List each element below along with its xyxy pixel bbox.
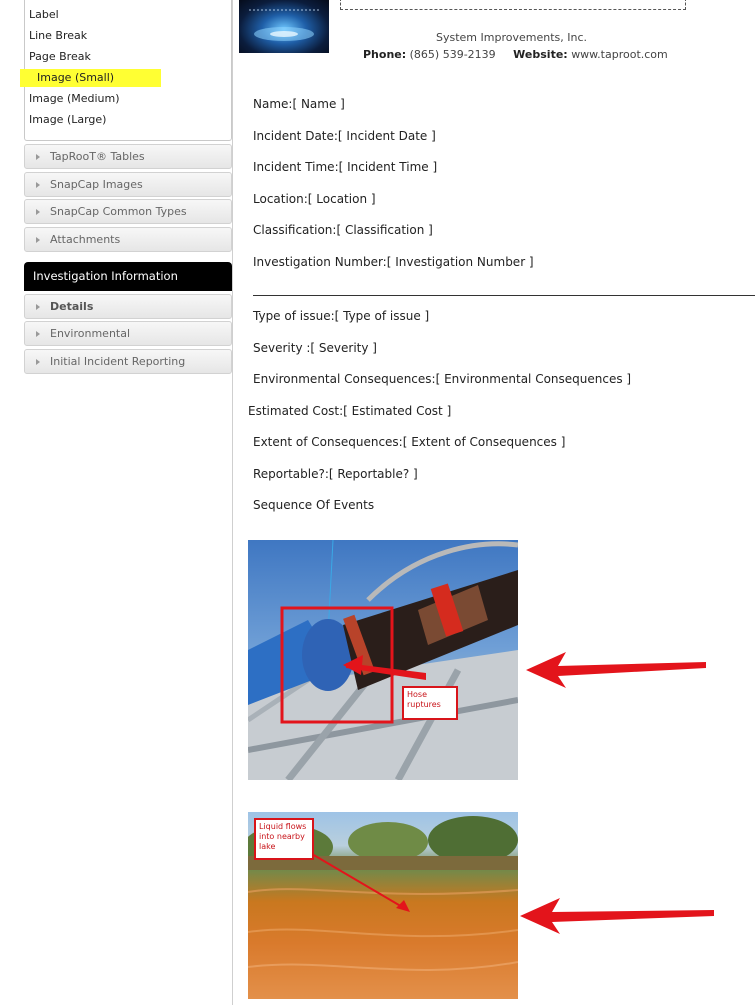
field-estimated-cost[interactable]: Estimated Cost:[ Estimated Cost ] — [248, 404, 452, 418]
group-snapcap-images[interactable] — [24, 172, 232, 197]
phone-number: (865) 539-2139 — [409, 48, 496, 61]
group-label: Environmental — [50, 327, 131, 340]
website-url: www.taproot.com — [571, 48, 668, 61]
incident-photo-hose[interactable] — [248, 540, 518, 780]
field-incident-date[interactable]: Incident Date:[ Incident Date ] — [253, 129, 436, 143]
group-details[interactable] — [24, 294, 232, 319]
group-label: SnapCap Common Types — [50, 205, 187, 218]
report-canvas — [234, 0, 755, 1005]
group-attachments[interactable] — [24, 227, 232, 252]
field-item-label[interactable]: Label — [29, 8, 59, 21]
group-label: Details — [50, 300, 94, 313]
field-incident-time[interactable]: Incident Time:[ Incident Time ] — [253, 160, 438, 174]
group-label: Attachments — [50, 233, 121, 246]
field-severity[interactable]: Severity :[ Severity ] — [253, 341, 377, 355]
website-label: Website: — [513, 48, 568, 61]
collapsed-arrow-icon — [36, 209, 40, 215]
section-header-investigation-information[interactable]: Investigation Information — [24, 262, 232, 291]
field-investigation-number[interactable]: Investigation Number:[ Investigation Number ] — [253, 255, 534, 269]
pointer-arrow-icon — [520, 898, 716, 938]
group-initial-incident-reporting[interactable] — [24, 349, 232, 374]
field-environmental-consequences[interactable]: Environmental Consequences:[ Environmental Consequences ] — [253, 372, 632, 386]
field-item-page-break[interactable]: Page Break — [29, 50, 91, 63]
field-sequence-of-events[interactable]: Sequence Of Events — [253, 498, 375, 512]
field-type-of-issue[interactable]: Type of issue:[ Type of issue ] — [253, 309, 430, 323]
company-logo — [239, 0, 329, 53]
company-name: System Improvements, Inc. — [436, 31, 587, 44]
group-snapcap-common-types[interactable] — [24, 199, 232, 224]
group-label: SnapCap Images — [50, 178, 143, 191]
field-classification[interactable]: Classification:[ Classification ] — [253, 223, 433, 237]
collapsed-arrow-icon — [36, 359, 40, 365]
contact-line — [363, 48, 668, 61]
field-item-image-large[interactable]: Image (Large) — [29, 113, 107, 126]
sidebar — [0, 0, 233, 1005]
callout-liquid-flows: Liquid flows into nearby lake — [254, 818, 314, 860]
header-placeholder-box[interactable] — [340, 0, 686, 10]
field-reportable[interactable]: Reportable?:[ Reportable? ] — [253, 467, 418, 481]
pointer-arrow-icon — [526, 652, 708, 692]
field-item-line-break[interactable]: Line Break — [29, 29, 88, 42]
hose-scene-icon — [248, 540, 518, 780]
section-divider — [253, 295, 755, 296]
collapsed-arrow-icon — [36, 331, 40, 337]
field-name[interactable]: Name:[ Name ] — [253, 97, 345, 111]
field-extent-of-consequences[interactable]: Extent of Consequences:[ Extent of Consequences ] — [253, 435, 566, 449]
logo-glow-icon — [239, 0, 329, 53]
collapsed-arrow-icon — [36, 182, 40, 188]
collapsed-arrow-icon — [36, 304, 40, 310]
group-taproot-tables[interactable] — [24, 144, 232, 169]
collapsed-arrow-icon — [36, 237, 40, 243]
callout-hose-ruptures: Hose ruptures — [402, 686, 458, 720]
field-item-image-small[interactable]: Image (Small) — [20, 69, 161, 87]
incident-photo-lake[interactable] — [248, 812, 518, 999]
phone-label: Phone: — [363, 48, 407, 61]
group-environmental[interactable] — [24, 321, 232, 346]
group-label: TapRooT® Tables — [50, 150, 145, 163]
field-location[interactable]: Location:[ Location ] — [253, 192, 376, 206]
group-label: Initial Incident Reporting — [50, 355, 186, 368]
field-item-image-medium[interactable]: Image (Medium) — [29, 92, 120, 105]
collapsed-arrow-icon — [36, 154, 40, 160]
